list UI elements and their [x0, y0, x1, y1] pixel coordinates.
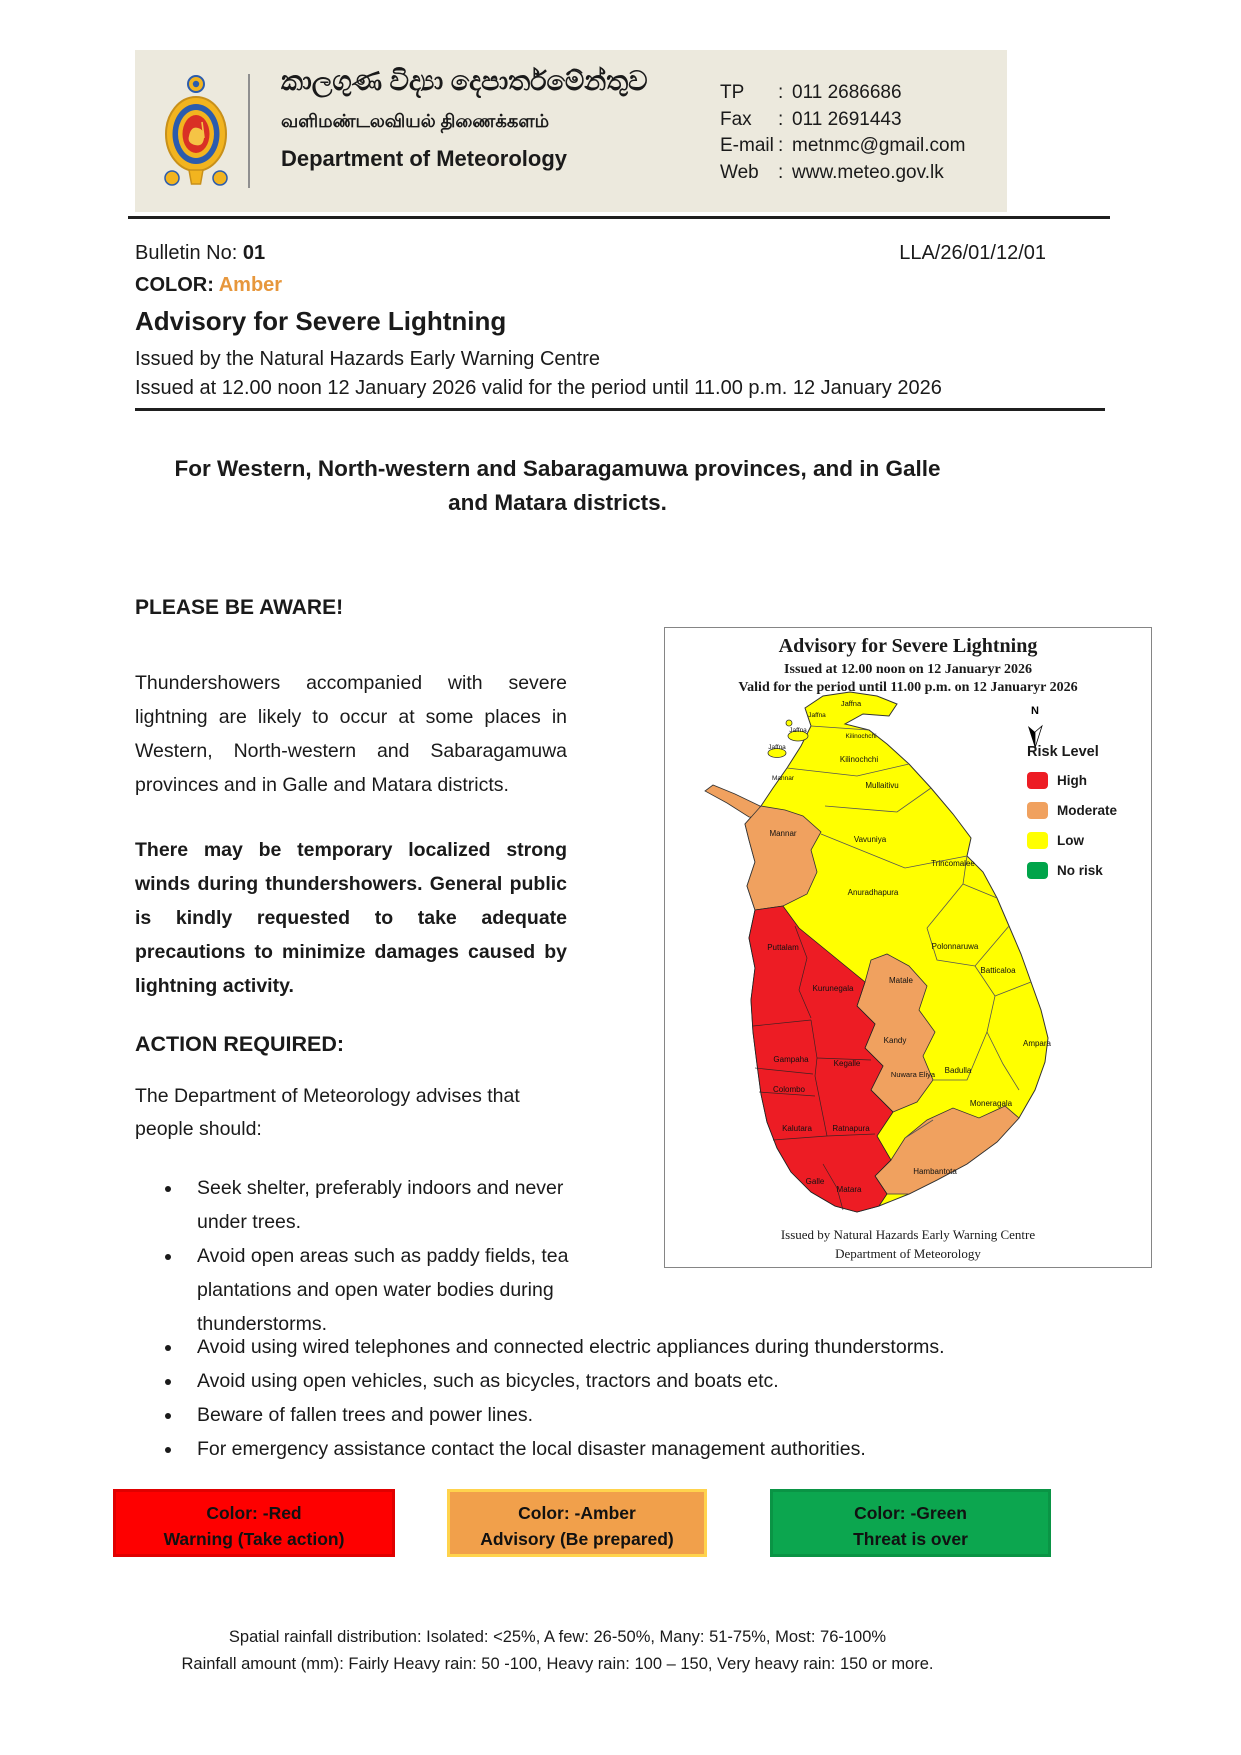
district-label: Kegalle [833, 1059, 861, 1068]
color-box-green [770, 1489, 1051, 1557]
map-title: Advisory for Severe Lightning [778, 635, 1038, 657]
district-label: Moneragala [969, 1099, 1013, 1108]
bullet-item: • Avoid open areas such as paddy fields, tea plantations and open water bodies during thunderstorms. [183, 1239, 591, 1341]
district-label: Hambantota [913, 1167, 957, 1176]
district-label: Batticaloa [980, 966, 1016, 975]
legend-label: No risk [1057, 863, 1103, 878]
issued-at-line: Issued at 12.00 noon 12 January 2026 valid for the period until 11.00 p.m. 12 January 2026 [135, 377, 942, 399]
header-band [135, 50, 1007, 212]
legend-title: Risk Level [1027, 744, 1099, 760]
region-heading-line1: For Western, North-western and Sabaragamuwa provinces, and in Galle [174, 456, 941, 481]
action-intro: The Department of Meteorology advises that people should: [135, 1085, 520, 1140]
district-label: Galle [805, 1177, 825, 1186]
legend-item [1027, 862, 1149, 879]
district-label: Anuradhapura [847, 888, 899, 897]
dept-name-sinhala: කාලගුණ විද්‍යා දෙපාර්තමේන්තුව [281, 66, 648, 96]
contact-separator: : [778, 82, 784, 103]
footer-note-line1: Spatial rainfall distribution: Isolated: <25%, A few: 26-50%, Many: 51-75%, Most: 76-100% [228, 1628, 887, 1646]
bullet-item: • For emergency assistance contact the local disaster management authorities. [183, 1432, 1143, 1466]
bullet-list-narrow [135, 1171, 591, 1341]
contact-row [720, 160, 965, 187]
district-label: Puttalam [767, 943, 799, 952]
bullet-item: • Avoid using wired telephones and connected electric appliances during thunderstorms. [183, 1330, 1143, 1364]
map-issued-line: Issued at 12.00 noon on 12 Januaryr 2026 [784, 662, 1032, 677]
district-label: Badulla [944, 1066, 972, 1075]
district-label: Mannar [769, 829, 797, 838]
sri-lanka-map-svg [665, 628, 1151, 1267]
legend-item [1027, 832, 1149, 849]
contact-label: Fax [720, 108, 752, 130]
map-figure [664, 627, 1152, 1268]
bullet-item: • Avoid using open vehicles, such as bicycles, tractors and boats etc. [183, 1364, 1143, 1398]
district-label: Jaffna [768, 744, 786, 751]
box-line2: Advisory (Be prepared) [480, 1529, 674, 1549]
header-contacts [720, 80, 965, 186]
footer-notes [135, 1624, 980, 1678]
box-line2: Threat is over [853, 1529, 968, 1549]
color-value: Amber [218, 274, 283, 296]
district-label: Jaffna [808, 712, 826, 719]
map-footer-line1: Issued by Natural Hazards Early Warning Centre [780, 1227, 1036, 1242]
district-label: Gampaha [773, 1055, 809, 1064]
contact-value: metnmc@gmail.com [792, 135, 966, 156]
map-footer-line2: Department of Meteorology [835, 1246, 981, 1261]
district-label: Mullaitivu [865, 781, 899, 790]
sri-lanka-emblem-logo [160, 74, 232, 188]
district-label: Polonnaruwa [931, 942, 979, 951]
bulletin-color-row [135, 274, 282, 297]
box-line1: Color: -Red [206, 1503, 302, 1523]
box-line1: Color: -Amber [518, 1503, 636, 1523]
section-rule [135, 408, 1105, 411]
district-label: Trincomalee [931, 859, 975, 868]
district-label: Jaffna [840, 699, 862, 708]
contact-value: 011 2691443 [792, 108, 902, 130]
map-valid-line: Valid for the period until 11.00 p.m. on 12 Januaryr 2026 [738, 680, 1078, 695]
legend-swatch [1027, 832, 1048, 849]
aware-heading: PLEASE BE AWARE! [135, 596, 344, 619]
header-rule [128, 216, 1110, 219]
district-label: Mannar [771, 775, 795, 782]
district-label: Kilinochchi [845, 733, 877, 740]
legend-item [1027, 802, 1149, 819]
contact-separator: : [778, 108, 784, 130]
legend-swatch [1027, 802, 1048, 819]
dept-name-english: Department of Meteorology [281, 146, 568, 171]
map-legend [1027, 744, 1149, 892]
bulletin-no-value: 01 [242, 242, 266, 264]
dept-name-tamil: வளிமண்டலவியல் திணைக்களம் [281, 111, 550, 131]
region-heading-line2: and Matara districts. [448, 490, 667, 515]
action-heading: ACTION REQUIRED: [135, 1032, 345, 1056]
color-label: COLOR: [135, 274, 214, 296]
legend-label: High [1057, 773, 1087, 788]
legend-swatch [1027, 772, 1048, 789]
header-divider [248, 74, 250, 188]
contact-row [720, 133, 965, 160]
district-label: Kandy [883, 1036, 907, 1045]
mannar-island-arm [705, 785, 760, 818]
district-label: Matale [888, 976, 914, 985]
aware-paragraph-1: Thundershowers accompanied with severe lightning are likely to occur at some places in Western, North-western and Sabaragamuwa provinces and in Galle and Matara districts. [135, 672, 567, 796]
legend-swatch [1027, 862, 1048, 879]
district-label: Ratnapura [832, 1124, 870, 1133]
contact-separator: : [778, 161, 784, 183]
district-label: Vavuniya [853, 835, 887, 844]
contact-label: Web [720, 161, 759, 183]
district-label: Ampara [1022, 1039, 1052, 1048]
district-label: Matara [836, 1185, 862, 1194]
district-label: Colombo [772, 1085, 806, 1094]
legend-label: Moderate [1057, 803, 1118, 818]
color-box-amber [447, 1489, 707, 1557]
bullet-item: • Seek shelter, preferably indoors and never under trees. [183, 1171, 591, 1239]
region-heading [135, 452, 980, 520]
contact-row [720, 107, 965, 134]
box-line2: Warning (Take action) [163, 1529, 345, 1549]
box-line1: Color: -Green [854, 1503, 967, 1523]
district-label: Kalutara [782, 1124, 812, 1133]
advisory-title: Advisory for Severe Lightning [135, 306, 507, 336]
svg-text:N: N [1031, 705, 1039, 717]
bulletin-reference-code: LLA/26/01/12/01 [899, 242, 1046, 264]
legend-label: Low [1057, 833, 1084, 848]
bullet-item: • Beware of fallen trees and power lines. [183, 1398, 1143, 1432]
bulletin-number-row [135, 242, 265, 265]
district-label: Kilinochchi [839, 755, 879, 764]
district-label: Nuwara Eliya [890, 1070, 936, 1079]
contact-value: www.meteo.gov.lk [792, 161, 944, 183]
color-box-red [113, 1489, 395, 1557]
bullet-list-wide [135, 1330, 1143, 1466]
contact-row [720, 80, 965, 107]
map-footer [665, 1225, 1151, 1263]
district-label: Jaffna [789, 727, 807, 734]
contact-label: E-mail [720, 135, 774, 156]
contact-value: 011 2686686 [792, 82, 902, 103]
legend-item [1027, 772, 1149, 789]
contact-label: TP [720, 82, 745, 103]
footer-note-line2: Rainfall amount (mm): Fairly Heavy rain: 50 -100, Heavy rain: 100 – 150, Very heavy rain: 150 or more. [181, 1655, 934, 1673]
aware-paragraph-2: There may be temporary localized strong winds during thundershowers. General public is kindly requested to take adequate precautions to minimize damages caused by lightning activity. [135, 839, 567, 997]
bulletin-no-label: Bulletin No: [135, 242, 238, 264]
issued-by-line: Issued by the Natural Hazards Early Warning Centre [135, 348, 601, 370]
contact-separator: : [778, 135, 784, 156]
district-label: Kurunegala [812, 984, 854, 993]
north-arrow-icon [1028, 705, 1042, 748]
